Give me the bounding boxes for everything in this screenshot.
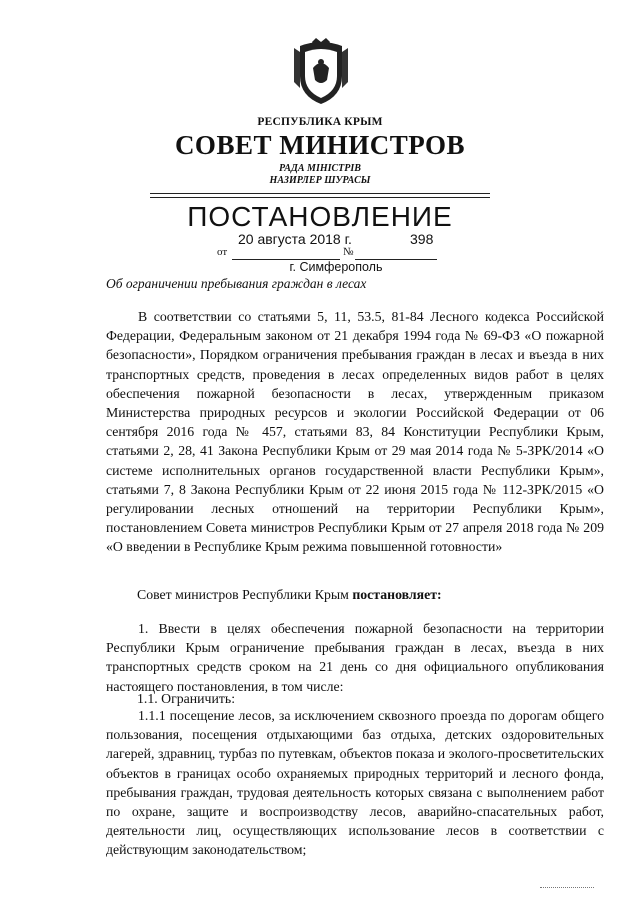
footer-mark	[540, 887, 594, 888]
header-divider-thin	[150, 197, 490, 198]
resolves-keyword: постановляет:	[352, 587, 442, 602]
item-1: 1. Ввести в целях обеспечения пожарной безопасности на территории Республики Крым ограничение пребывания граждан в лесах, въезда в них транспортных средств сроком на 21 день со дня официального опубликования настоящего постановления, в том числе:	[106, 621, 604, 694]
council-name-crimean-tatar: НАЗИРЛЕР ШУРАСЫ	[269, 175, 371, 186]
number-label: №	[343, 246, 354, 258]
decree-city: г. Симферополь	[289, 260, 383, 274]
crimea-coat-of-arms-icon	[290, 38, 352, 106]
decree-date: 20 августа 2018 г.	[238, 231, 352, 247]
decree-title: ПОСТАНОВЛЕНИЕ	[187, 201, 453, 232]
item-1-1: 1.1. Ограничить:	[137, 691, 236, 706]
header-divider	[150, 193, 490, 194]
republic-name: РЕСПУБЛИКА КРЫМ	[257, 116, 383, 128]
decree-subject: Об ограничении пребывания граждан в лесах	[106, 276, 367, 291]
resolves-line	[137, 585, 597, 604]
decree-number: 398	[410, 231, 434, 247]
council-name: СОВЕТ МИНИСТРОВ	[174, 130, 466, 160]
preamble-paragraph: В соответствии со статьями 5, 11, 53.5, 81-84 Лесного кодекса Российской Федерации, Федеральным законом от 21 декабря 1994 года № 69-ФЗ «О пожарной безопасности», Порядком ограничения пребывания граждан в лесах и въезда в них транспортных средств, проведения в лесах определенных видов работ в целях обеспечения пожарной безопасности в лесах, утвержденным приказом Министерства природных ресурсов и экологии Российской Федерации от 06 сентября 2016 года № 457, статьями 83, 84 Конституции Республики Крым, статьями 2, 28, 41 Закона Республики Крым от 29 мая 2014 года № 5-ЗРК/2014 «О системе исполнительных органов государственной власти Республики Крым», статьями 7, 8 Закона Республики Крым от 22 июня 2015 года № 112-ЗРК/2015 «О регулировании лесных отношений на территории Республики Крым», постановлением Совета министров Республики Крым от 27 апреля 2018 года № 209 «О введении в Республике Крым режима повышенной готовности»	[106, 309, 604, 555]
item-1-1-1: 1.1.1 посещение лесов, за исключением сквозного проезда по дорогам общего пользования, посещения отдыхающими баз отдыха, детских оздоровительных лагерей, здравниц, турбаз по путевкам, объектов показа и эколого-просветительских объектов в границах особо охраняемых природных территорий и лесного фонда, пребывания граждан, трудовая деятельность которых связана с выполнением работ по охране, защите и воспроизводству лесов, аварийно-спасательных работ, деятельности лиц, осуществляющих использование лесов в соответствии с действующим законодательством;	[106, 708, 604, 858]
council-name-ukrainian: РАДА МІНІСТРІВ	[279, 163, 361, 174]
resolves-text: Совет министров Республики Крым	[137, 587, 353, 602]
date-label: от	[217, 246, 228, 258]
